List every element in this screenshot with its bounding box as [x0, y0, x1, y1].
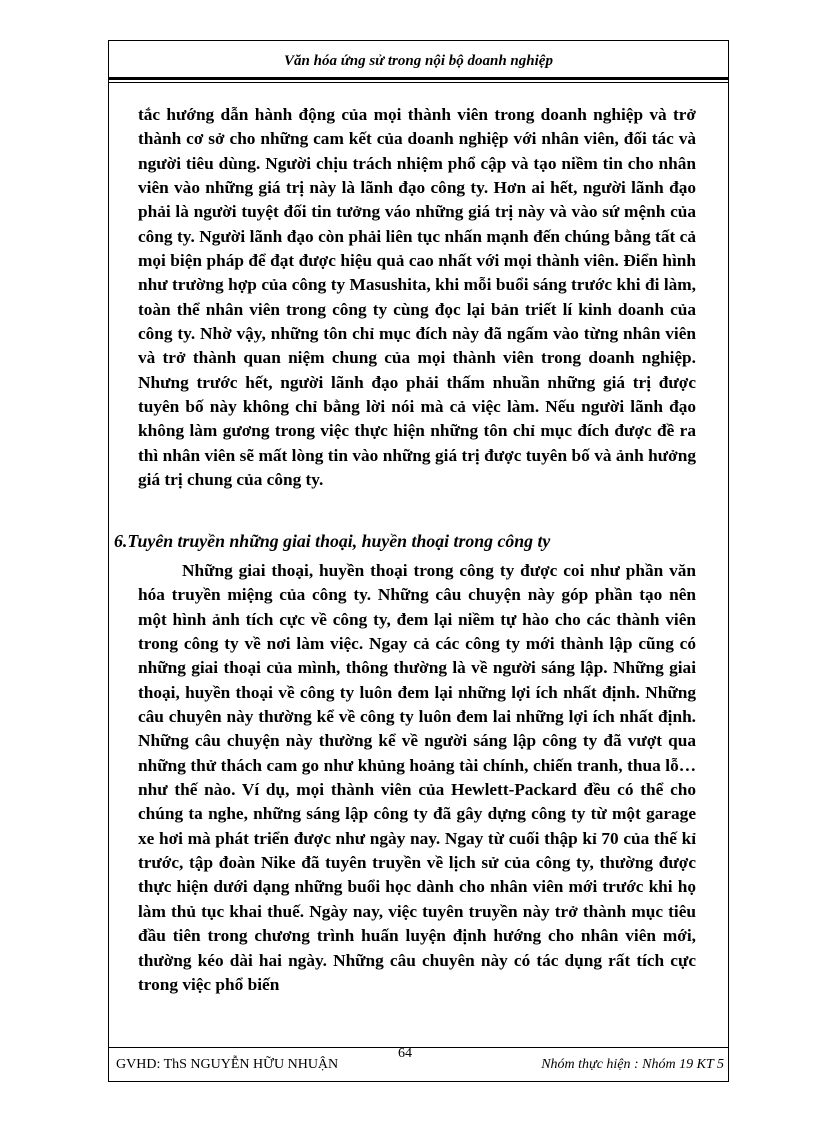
footer-advisor: GVHD: ThS NGUYỄN HỮU NHUẬN [116, 1057, 339, 1072]
body-paragraph-1: tắc hướng dẫn hành động của mọi thành viên trong doanh nghiệp và trở thành cơ sở cho những cam kết của doanh nghiệp với nhân viên, đối tác và người tiêu dùng. Người chịu trách nhiệm phổ cập và tạo niềm tin cho nhân viên vào những giá trị này là lãnh đạo công ty. Hơn ai hết, người lãnh đạo phải là người tuyệt đối tin tưởng váo những giá trị này và vào sứ mệnh của công ty. Người lãnh đạo còn phải liên tục nhấn mạnh đến chúng bằng tất cả mọi biện pháp để đạt được hiệu quả cao nhất với mọi thành viên. Điển hình như trường hợp của công ty Masushita, khi mỗi buổi sáng trước khi đi làm, toàn thể nhân viên trong công ty cùng đọc lại bản triết lí kinh doanh của công ty. Nhờ vậy, những tôn chỉ mục đích này đã ngấm vào từng nhân viên và trở thành quan niệm chung của mọi thành viên trong doanh nghiệp. Nhưng trước hết, người lãnh đạo phải thấm nhuần những giá trị được tuyên bố này không chỉ bằng lời nói mà cả việc làm. Nếu người lãnh đạo không làm gương trong việc thực hiện những tôn chỉ mục đích được đề ra thì nhân viên sẽ mất lòng tin vào những giá trị được tuyên bố và ảnh hưởng giá trị chung của công ty. [138, 105, 696, 490]
footer-rule [108, 1047, 729, 1048]
header-rule-thin [108, 82, 729, 83]
page-number: 64 [398, 1046, 412, 1061]
header-rule [108, 77, 729, 80]
footer-group: Nhóm thực hiện : Nhóm 19 KT 5 [541, 1057, 724, 1072]
section-heading: 6.Tuyên truyền những giai thoại, huyền thoại trong công ty [114, 531, 551, 551]
body-paragraph-2: Những giai thoại, huyền thoại trong công ty được coi như phần văn hóa truyền miệng của công ty. Những câu chuyện này góp phần tạo nên một hình ảnh tích cực về công ty, đem lại niềm tự hào cho các thành viên trong công ty về nơi làm việc. Ngay cả các công ty mới thành lập cũng có những giai thoại của mình, thông thường là về người sáng lập. Những giai thoại, huyền thoại về công ty luôn đem lại những lợi ích nhất định. Những câu chuyên này thường kể về công ty luôn đem lai những lợi ích nhất định. Những câu chuyện này thường kể về người sáng lập công ty đã vượt qua những thử thách cam go như khủng hoảng tài chính, chiến tranh, thua lỗ…như thế nào. Ví dụ, mọi thành viên của Hewlett-Packard đều có thể cho chúng ta nghe, những sáng lập công ty đã gây dựng công ty từ một garage xe hơi mà phát triển được như ngày nay. Ngay từ cuối thập kỉ 70 của thế kỉ trước, tập đoàn Nike đã tuyên truyền về lịch sử của công ty, thường được thực hiện dưới dạng những buổi học dành cho nhân viên mới trước khi họ làm thủ tục khai thuế. Ngày nay, việc tuyên truyền này trở thành mục tiêu đầu tiên trong chương trình huấn luyện định hướng cho nhân viên mới, thường kéo dài hai ngày. Những câu chuyên này có tác dụng rất tích cực trong việc phổ biến [138, 561, 696, 994]
running-header: Văn hóa ứng sử trong nội bộ doanh nghiệp [284, 53, 553, 69]
